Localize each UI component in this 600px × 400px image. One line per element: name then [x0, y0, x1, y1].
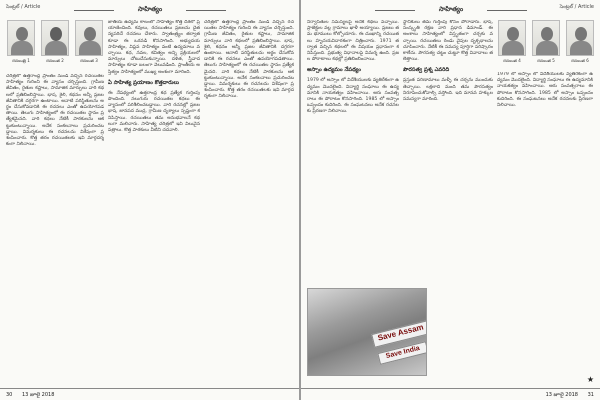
- page-number: 31: [587, 392, 594, 398]
- portrait-caption: రచయిత 5: [537, 58, 555, 63]
- right-page: [301, 0, 600, 400]
- column-text: ప్రస్తుత పరిణామాలు మళ్ళీ ఈ చర్చను ముందుకు తెచ్చాయి. లక్షలాది మంది తమ పౌరసత్వం నిరూపించుకోవాల్సి వస్తోంది. ఇది మానవ హక్కుల సమస్యగా మారింది.: [403, 78, 493, 103]
- protest-banner: Save India: [377, 341, 427, 365]
- portrait: [531, 20, 561, 64]
- portrait: [6, 20, 36, 64]
- portrait-row: [497, 20, 595, 64]
- subheading: అస్సాం ఉద్యమం నేపథ్యం: [307, 67, 361, 74]
- portrait-photo: [566, 20, 594, 56]
- portrait-photo: [75, 20, 103, 56]
- article-column-3: 1979 లో అస్సాం లో విదేశీయులకు వ్యతిరేకంగా ఉద్యమం మొదలైంది. విద్యార్థి సంఘాలు ఈ ఉద్యమానికి నాయకత్వం వహించాయి. ఆరు సంవత్సరాలు ఈ పోరాటం కొనసాగింది. 1985 లో అస్సాం ఒప్పందం కుదిరింది. ఈ సంఘటనలు అనేక రచనలకు ప్రేరణగా నిలిచాయి.: [497, 72, 593, 109]
- protest-photo: [307, 288, 427, 376]
- portrait-caption: రచయిత 3: [80, 58, 98, 63]
- portrait: [497, 20, 527, 64]
- article-column-1: [307, 20, 399, 284]
- page-number: 30: [6, 392, 13, 398]
- portrait-photo: [498, 20, 526, 56]
- section-title: సాహిత్యం: [421, 5, 481, 15]
- page-footer: [301, 388, 600, 400]
- left-page: [0, 0, 299, 400]
- portrait-caption: రచయిత్రి 1: [12, 58, 30, 63]
- article-column-2: [403, 20, 493, 284]
- subheading: ఏ సాహిత్య ప్రయాణం కొత్తదారులు: [108, 79, 180, 86]
- protest-banner: Save Assam: [371, 320, 427, 348]
- section-title: సాహిత్యం: [120, 5, 180, 15]
- column-text: 1979 లో అస్సాం లో విదేశీయులకు వ్యతిరేకంగా ఉద్యమం మొదలైంది. విద్యార్థి సంఘాలు ఈ ఉద్యమానికి నాయకత్వం వహించాయి. ఆరు సంవత్సరాలు ఈ పోరాటం కొనసాగింది. 1985 లో అస్సాం ఒప్పందం కుదిరింది. ఈ సంఘటనలు అనేక రచనలకు ప్రేరణగా నిలిచాయి.: [307, 78, 399, 115]
- portrait-row: [6, 20, 104, 64]
- subheading: పౌరసత్వ ప్రశ్న ఎవరిది: [403, 67, 450, 74]
- portrait-photo: [532, 20, 560, 56]
- portrait: [565, 20, 595, 64]
- article-column-1: చరిత్రలో ఉత్తరాంధ్ర ప్రాంతం నుండి వచ్చిన రచయితల సాహిత్యం గురించి ఈ వ్యాసం చర్చిస్తుంది. గ్రామీణ జీవితం, రైతుల కష్టాలు, సామాజిక మార్పులు వారి కథలలో ప్రతిబింబిస్తాయి. భాష, శైలి, కథనం అన్నీ ప్రజల జీవితానికి దగ్గరగా ఉంటాయి. ఆనాటి పరిస్థితులను అర్థం చేసుకోవడానికి ఈ రచనలు ఎంతో ఉపయోగపడతాయి. తెలుగు సాహిత్యంలో ఈ రచయితల స్థానం ప్రత్యేకమైనది. వారి కథలు నేటికీ పాఠకులను ఆకట్టుకుంటున్నాయి. అనేక సంకలనాలు ప్రచురించబడ్డాయి. విమర్శకులు ఈ రచనలను విశేషంగా ప్రశంసించారు. కొత్త తరం రచయితలకు ఇవి మార్గదర్శకంగా నిలిచాయి.: [6, 74, 104, 148]
- running-header: సెంట్రల్ / Article: [559, 4, 594, 10]
- column-text: ఈ నేపథ్యంలో ఉత్తరాంధ్ర కథ ప్రత్యేక గుర్తింపు పొందింది. నలుగురు రచయితల కథలు ఈ వ్యాసంలో పరిశీలించబడ్డాయి. వారి రచనల్లో ప్రజల భాష, జానపద ముద్ర, గ్రామీణ దృశ్యాలు స్పష్టంగా కనిపిస్తాయి. రచయితలు తమ అనుభవాలనే కథలుగా మలిచారు. సాహిత్య చరిత్రలో ఇవి విలువైన పత్రాలు. కొత్త పాఠకులు వీటిని చదవాలి.: [108, 90, 200, 134]
- portrait-photo: [7, 20, 35, 56]
- portrait-caption: రచయిత 2: [46, 58, 64, 63]
- portrait-caption: రచయిత 4: [503, 58, 521, 63]
- article-column-2: [108, 20, 200, 384]
- footer-date: 13 జూలై 2018: [22, 392, 55, 398]
- portrait: [74, 20, 104, 64]
- column-text: నిర్వాసితుల సమస్యలపై అనేక కథలు వచ్చాయి. ప్రాజెక్టుల వల్ల గ్రామాలు ఖాళీ అయ్యాయి. ప్రజలు తమ భూములు కోల్పోయారు. ఈ దుఃఖాన్ని రచయితలు హృదయవిదారకంగా చిత్రించారు. 1971 తర్వాత వచ్చిన కథలలో ఈ విషయం ప్రధానంగా కనిపిస్తుంది. ప్రభుత్వ విధానాలపై విమర్శ ఉంది. ప్రజల పోరాటాలు కథల్లో ప్రతిబింబించాయి.: [307, 20, 399, 63]
- column-text: జాతీయ ఉద్యమ కాలంలో సాహిత్యం కొత్త దిశలో ప్రయాణించింది. కవులు, రచయితలు ప్రజలను చైతన్యపరిచే రచనలు చేశారు. స్వాతంత్ర్యం తర్వాత కూడా ఈ ఒరవడి కొనసాగింది. అభ్యుదయ సాహిత్యం, విప్లవ సాహిత్యం వంటి ఉద్యమాలు వచ్చాయి. కథ, నవల, కవిత్వం అన్ని ప్రక్రియలలో మార్పులు చోటుచేసుకున్నాయి. దళిత, స్త్రీవాద సాహిత్యం కూడా బలంగా వెలువడింది. ప్రాంతీయ అస్తిత్వం సాహిత్యంలో ముఖ్య అంశంగా మారింది.: [108, 20, 200, 75]
- portrait-caption: రచయిత 6: [571, 58, 589, 63]
- running-header: సెంట్రల్ / Article: [6, 4, 41, 10]
- footer-date: 13 జూలై 2018: [545, 392, 578, 398]
- portrait: [40, 20, 70, 64]
- end-star-icon: ★: [586, 375, 594, 384]
- column-text: స్థానికులు తమ గుర్తింపు కోసం పోరాడారు. భాష, సంస్కృతి రక్షణ వారి ప్రధాన డిమాండ్. ఈ అంశాలు సాహిత్యంలో విస్తృతంగా చర్చకు వచ్చాయి. రచయితలు రెండు వైపుల దృక్పథాలను చూపించారు. నేటికీ ఈ సమస్య పూర్తిగా పరిష్కారం కాలేదు. పౌరసత్వ చట్టం చుట్టూ కొత్త వివాదాలు తలెత్తాయి.: [403, 20, 493, 63]
- page-footer: [0, 388, 299, 400]
- article-column-3: చరిత్రలో ఉత్తరాంధ్ర ప్రాంతం నుండి వచ్చిన రచయితల సాహిత్యం గురించి ఈ వ్యాసం చర్చిస్తుంది. గ్రామీణ జీవితం, రైతుల కష్టాలు, సామాజిక మార్పులు వారి కథలలో ప్రతిబింబిస్తాయి. భాష, శైలి, కథనం అన్నీ ప్రజల జీవితానికి దగ్గరగా ఉంటాయి. ఆనాటి పరిస్థితులను అర్థం చేసుకోవడానికి ఈ రచనలు ఎంతో ఉపయోగపడతాయి. తెలుగు సాహిత్యంలో ఈ రచయితల స్థానం ప్రత్యేకమైనది. వారి కథలు నేటికీ పాఠకులను ఆకట్టుకుంటున్నాయి. అనేక సంకలనాలు ప్రచురించబడ్డాయి. విమర్శకులు ఈ రచనలను విశేషంగా ప్రశంసించారు. కొత్త తరం రచయితలకు ఇవి మార్గదర్శకంగా నిలిచాయి.: [204, 20, 294, 100]
- portrait-photo: [41, 20, 69, 56]
